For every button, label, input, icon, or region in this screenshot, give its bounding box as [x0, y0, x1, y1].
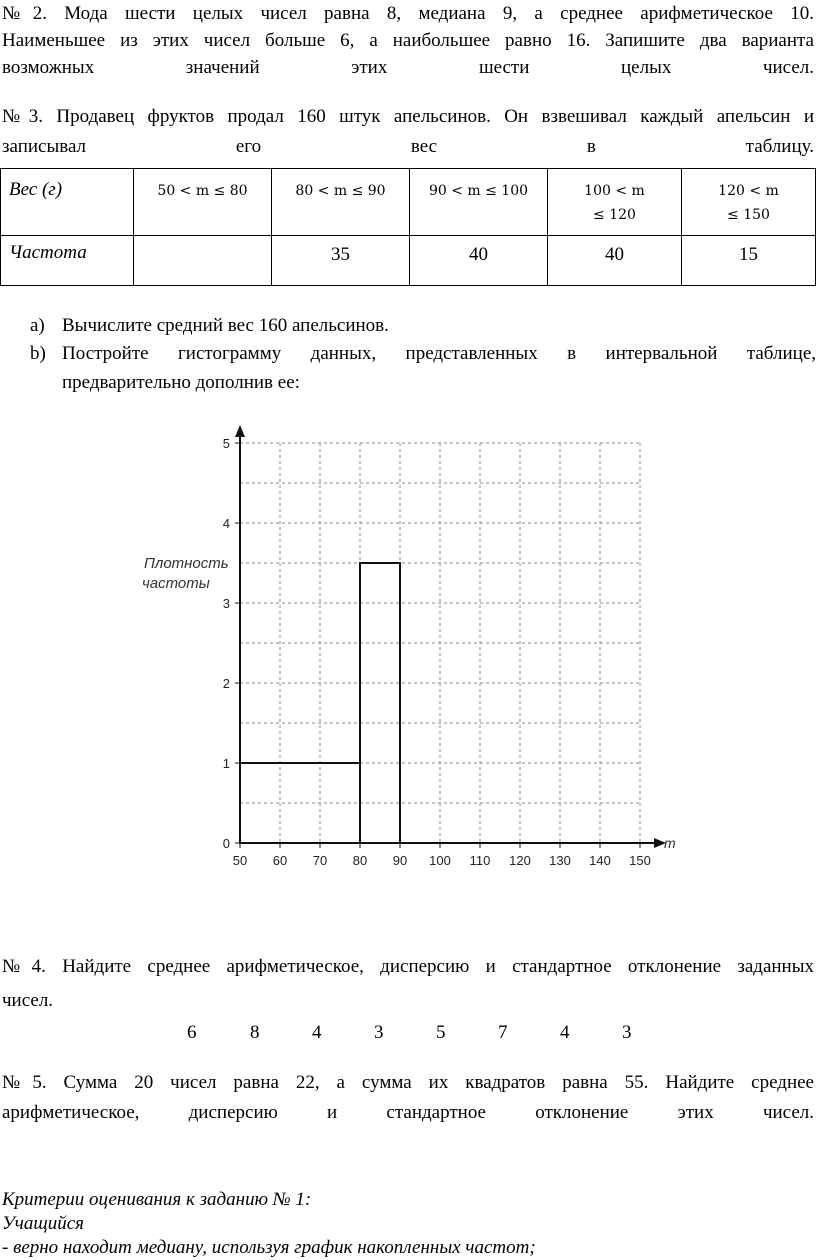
y-axis-arrow-icon	[235, 425, 245, 437]
x-tick-labels	[233, 843, 651, 868]
interval-cell: 50 < m ≤ 80	[134, 169, 272, 236]
x-tick-label: 80	[352, 853, 368, 868]
sub-b-marker: b)	[30, 343, 46, 364]
frequency-cell: 15	[682, 236, 816, 286]
x-tick-label: 140	[589, 853, 611, 868]
task4-line2: чисел.	[2, 990, 54, 1011]
task3-text	[2, 102, 814, 162]
task2-line2: Наименьшее из этих чисел больше 6, а наибольшее равно 16. Запишите два варианта	[2, 30, 814, 51]
x-tick-label: 70	[312, 853, 328, 868]
interval-part: 120 < m	[718, 183, 779, 199]
task4-number: 4	[312, 1022, 322, 1043]
x-tick-label: 120	[509, 853, 531, 868]
chart-axes	[235, 425, 666, 848]
criteria-item: - верно находит медиану, используя график накопленных частот;	[2, 1237, 536, 1258]
y-tick-label: 4	[222, 516, 230, 531]
task5-line1: №5. Сумма 20 чисел равна 22, а сумма их квадратов равна 55. Найдите среднее	[2, 1072, 814, 1093]
criteria-student: Учащийся	[2, 1213, 84, 1234]
x-tick-label: 60	[272, 853, 288, 868]
task2-line3: возможных значений этих шести целых чисел.	[2, 57, 814, 78]
task4-text	[2, 950, 814, 1018]
sub-a-marker: a)	[30, 315, 45, 336]
y-tick-label: 3	[222, 596, 230, 611]
criteria-heading: Критерии оценивания к заданию № 1:	[2, 1189, 312, 1210]
table-row-frequency	[1, 236, 816, 286]
sub-b-text	[62, 339, 816, 397]
task4-number: 6	[187, 1022, 197, 1043]
task5-line2: арифметическое, дисперсию и стандартное отклонение этих чисел.	[2, 1102, 814, 1123]
task4-number: 8	[250, 1022, 260, 1043]
task4-number: 5	[436, 1022, 446, 1043]
x-tick-label: 100	[429, 853, 451, 868]
task3-line1: №3. Продавец фруктов продал 160 штук апельсинов. Он взвешивал каждый апельсин и	[2, 106, 814, 127]
task2-text	[2, 0, 814, 81]
x-axis-label: m	[664, 835, 676, 851]
y-tick-labels	[223, 436, 240, 851]
row-label-frequency: Частота	[1, 236, 134, 286]
interval-cell	[682, 169, 816, 236]
interval-cell: 90 < m ≤ 100	[410, 169, 548, 236]
task4-number: 3	[374, 1022, 384, 1043]
y-tick-label: 5	[222, 436, 230, 451]
x-tick-label: 90	[392, 853, 408, 868]
histogram-bar	[360, 563, 400, 843]
frequency-cell: 40	[410, 236, 548, 286]
interval-part: 100 < m	[584, 183, 645, 199]
task2-line1: №2. Мода шести целых чисел равна 8, медиана 9, а среднее арифметическое 10.	[2, 3, 814, 24]
frequency-table	[0, 168, 816, 286]
density-histogram	[130, 425, 690, 880]
y-axis-label-line1: Плотность	[144, 555, 229, 572]
table-row-weight	[1, 169, 816, 236]
sub-b-line1: Постройте гистограмму данных, представленных в интервальной таблице,	[62, 343, 816, 364]
sub-b-line2: предварительно дополнив ее:	[62, 372, 300, 393]
frequency-cell: 40	[548, 236, 682, 286]
interval-part: ≤ 150	[727, 207, 770, 223]
task3-line2: записывал его вес в таблицу.	[2, 136, 814, 157]
y-tick-label: 0	[222, 836, 230, 851]
x-tick-label: 150	[629, 853, 651, 868]
task4-number: 7	[498, 1022, 508, 1043]
y-tick-label: 1	[222, 756, 230, 771]
sub-a-text: Вычислите средний вес 160 апельсинов.	[62, 315, 389, 336]
y-tick-label: 2	[222, 676, 230, 691]
row-label-weight: Вес (г)	[1, 169, 134, 236]
x-tick-label: 50	[232, 853, 248, 868]
task4-line1: №4. Найдите среднее арифметическое, дисперсию и стандартное отклонение заданных	[2, 956, 814, 977]
interval-cell: 80 < m ≤ 90	[272, 169, 410, 236]
frequency-cell-empty[interactable]	[134, 236, 272, 286]
task4-number: 3	[622, 1022, 632, 1043]
task5-text	[2, 1068, 814, 1128]
x-tick-label: 130	[549, 853, 571, 868]
y-axis-label-line2: частоты	[142, 575, 210, 592]
task4-number: 4	[560, 1022, 570, 1043]
interval-part: ≤ 120	[593, 207, 636, 223]
chart-grid	[240, 443, 640, 843]
interval-cell	[548, 169, 682, 236]
x-tick-label: 110	[469, 853, 491, 868]
frequency-cell: 35	[272, 236, 410, 286]
